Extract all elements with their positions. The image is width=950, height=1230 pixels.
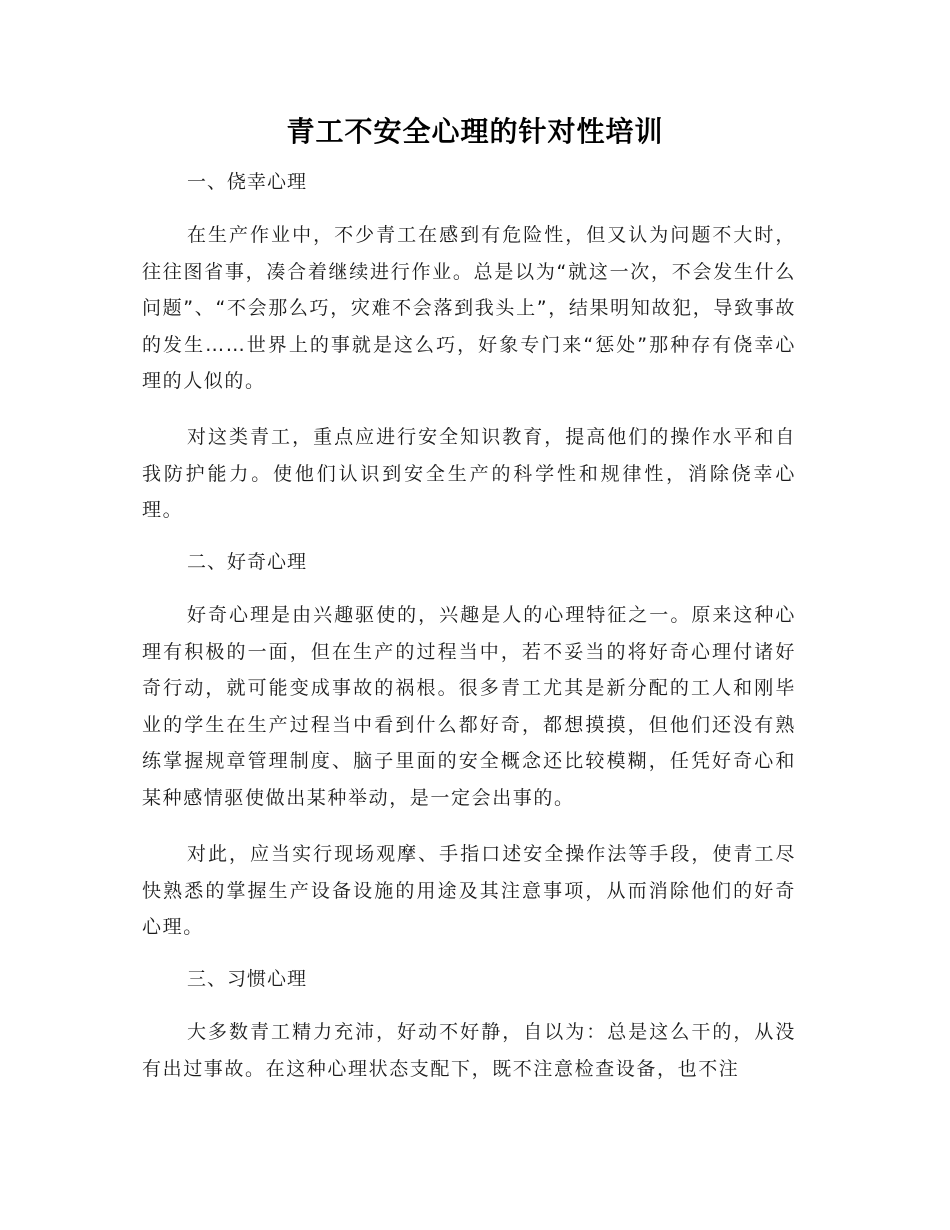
section-heading-habit: 三、习惯心理	[187, 968, 308, 990]
document-title: 青工不安全心理的针对性培训	[286, 115, 664, 148]
paragraph-curiosity-remedy: 对此，应当实行现场观摩、手指口述安全操作法等手段，使青工尽快熟悉的掌握生产设备设施的用途及其注意事项，从而消除他们的好奇心理。	[142, 843, 796, 938]
paragraph-curiosity-description: 好奇心理是由兴趣驱使的，兴趣是人的心理特征之一。原来这种心理有积极的一面，但在生产的过程当中，若不妥当的将好奇心理付诸好奇行动，就可能变成事故的祸根。很多青工尤其是新分配的工人和刚毕业的学生在生产过程当中看到什么都好奇，都想摸摸，但他们还没有熟练掌握规章管理制度、脑子里面的安全概念还比较模糊，任凭好奇心和某种感情驱使做出某种举动，是一定会出事的。	[142, 604, 796, 809]
section-heading-luck: 一、侥幸心理	[187, 171, 308, 193]
paragraph-luck-remedy: 对这类青工，重点应进行安全知识教育，提高他们的操作水平和自我防护能力。使他们认识到安全生产的科学性和规律性，消除侥幸心理。	[142, 426, 796, 521]
section-heading-curiosity: 二、好奇心理	[187, 551, 308, 573]
paragraph-luck-description: 在生产作业中，不少青工在感到有危险性，但又认为问题不大时，往往图省事，凑合着继续进行作业。总是以为“就这一次，不会发生什么问题”、“不会那么巧，灾难不会落到我头上”，结果明知故犯，导致事故的发生……世界上的事就是这么巧，好象专门来“惩处”那种存有侥幸心理的人似的。	[142, 224, 796, 392]
paragraph-habit-description: 大多数青工精力充沛，好动不好静，自以为：总是这么干的，从没有出过事故。在这种心理状态支配下，既不注意检查设备，也不注	[142, 1021, 796, 1080]
